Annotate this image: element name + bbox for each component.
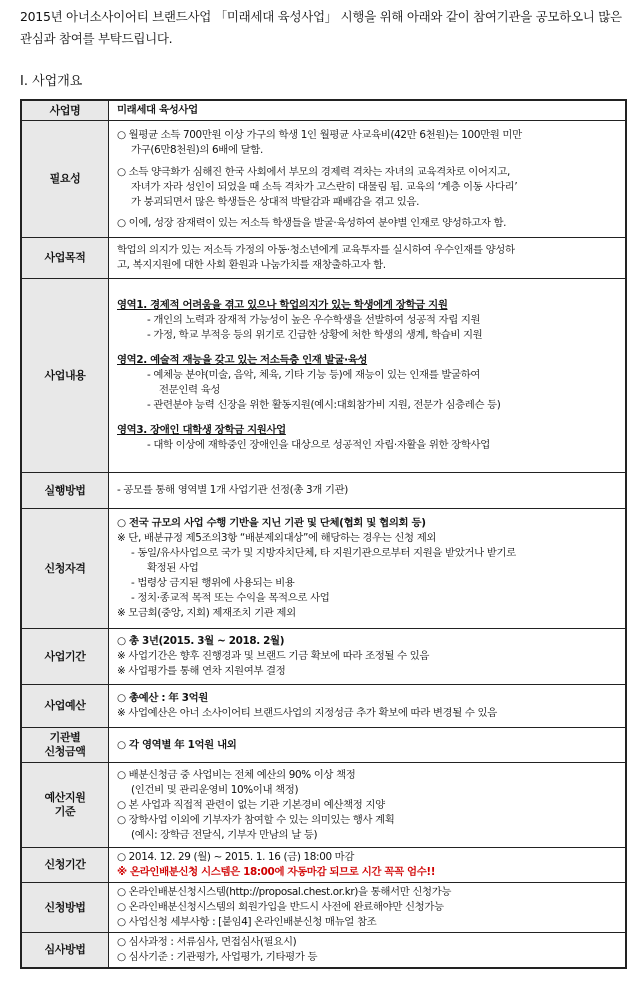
qual-line: 확정된 사업	[147, 562, 199, 574]
area1-line: - 개인의 노력과 잠재적 가능성이 높은 우수학생을 선발하여 성공적 자립 지원	[147, 314, 481, 326]
apply-period-warning: ※ 온라인배분신청 시스템은 18:00에 자동마감 되므로 시간 꼭꼭 엄수!!	[117, 866, 436, 878]
label-budget: 사업예산	[21, 685, 109, 728]
area1-title: 영역1. 경제적 어려움을 겪고 있으나 학업의지가 있는 학생에게 장학금 지원	[117, 299, 448, 311]
area1-line: - 가정, 학교 부적응 등의 위기로 긴급한 상황에 처한 학생의 생계, 학습비 지원	[147, 329, 483, 341]
period-line: ※ 사업기간은 향후 진행경과 및 브랜드 기금 확보에 따라 조정될 수 있음	[117, 650, 430, 662]
row-review	[21, 933, 626, 969]
row-criteria	[21, 763, 626, 848]
need-line: 가 붕괴되면서 많은 학생들은 상대적 박탈감과 패배감을 겪고 있음.	[131, 195, 420, 208]
apply-period-line: ○ 2014. 12. 29 (월) ~ 2015. 1. 16 (금) 18:00 마감	[117, 851, 355, 863]
label-content: 사업내용	[21, 279, 109, 473]
criteria-line: ○ 본 사업과 직접적 관련이 없는 기관 기본경비 예산책정 지양	[117, 798, 385, 811]
need-line: ○ 이에, 성장 잠재력이 있는 저소득 학생들을 발굴·육성하여 분야별 인재로 양성하고자 함.	[117, 216, 507, 229]
purpose-line: 학업의 의지가 있는 저소득 가정의 아동·청소년에게 교육투자를 실시하여 우수인재를 양성하	[117, 244, 515, 256]
row-content	[21, 279, 626, 473]
budget-line: ○ 총예산 : 年 3억원	[117, 692, 208, 704]
row-amount	[21, 728, 626, 763]
intro-paragraph: 2015년 아너소사이어티 브랜드사업 「미래세대 육성사업」 시행을 위해 아래와 같이 참여기관을 공모하오니 많은 관심과 참여를 부탁드립니다.	[20, 9, 622, 46]
criteria-line: ○ 장학사업 이외에 기부자가 참여할 수 있는 의미있는 행사 계획	[117, 813, 395, 826]
row-need	[21, 121, 626, 238]
label-need: 필요성	[21, 121, 109, 238]
row-apply-period	[21, 848, 626, 883]
value-name: 미래세대 육성사업	[109, 100, 627, 121]
label-method: 실행방법	[21, 473, 109, 509]
area2-line: - 예체능 분야(미술, 음악, 체육, 기타 기능 등)에 재능이 있는 인재를 발굴하여	[147, 369, 481, 381]
label-amount	[21, 728, 109, 763]
need-line: ○ 소득 양극화가 심해진 한국 사회에서 부모의 경제력 격차는 자녀의 교육격차로 이어지고,	[117, 165, 510, 178]
need-line: 가구(6만8천원)의 6배에 달함.	[131, 143, 263, 156]
label-amount-line2: 신청금액	[44, 745, 86, 758]
criteria-line: ○ 배분신청금 중 사업비는 전체 예산의 90% 이상 책정	[117, 768, 356, 781]
label-criteria-line2: 기준	[54, 805, 76, 818]
area3-line: - 대학 이상에 재학중인 장애인을 대상으로 성공적인 자립·자활을 위한 장학사업	[147, 439, 490, 451]
area2-line: - 관련분야 능력 신장을 위한 활동지원(예시:대회참가비 지원, 전문가 심층레슨 등)	[147, 399, 501, 411]
area2-line: 전문인력 육성	[159, 384, 221, 396]
purpose-line: 고, 복지지원에 대한 사회 환원과 나눔가치를 재창출하고자 함.	[117, 259, 386, 271]
need-line: 자녀가 자라 성인이 되었을 때 소득 격차가 고스란히 대물림 됨. 교육의 ‘계층 이동 사다리’	[131, 180, 518, 193]
qual-line: ※ 모금회(중앙, 지회) 제재조치 기관 제외	[117, 607, 296, 619]
criteria-line: (예시: 장학금 전달식, 기부자 만남의 날 등)	[131, 828, 318, 841]
apply-method-line: ○ 온라인배분신청시스템의 회원가입을 반드시 사전에 완료해야만 신청가능	[117, 901, 444, 913]
qual-line: ※ 단, 배분규정 제5조의3항 “배분제외대상”에 해당하는 경우는 신청 제외	[117, 532, 437, 544]
value-period	[109, 629, 627, 685]
row-qualification	[21, 509, 626, 629]
value-apply-method	[109, 883, 627, 933]
value-criteria	[109, 763, 627, 848]
label-qualification: 신청자격	[21, 509, 109, 629]
value-content	[109, 279, 627, 473]
value-amount: ○ 각 영역별 年 1억원 내외	[109, 728, 627, 763]
overview-table	[20, 99, 627, 969]
value-method: - 공모를 통해 영역별 1개 사업기관 선정(총 3개 기관)	[109, 473, 627, 509]
row-method	[21, 473, 626, 509]
review-line: ○ 심사과정 : 서류심사, 면접심사(필요시)	[117, 936, 297, 948]
value-purpose	[109, 238, 627, 279]
period-line: ○ 총 3년(2015. 3월 ~ 2018. 2월)	[117, 635, 285, 647]
period-line: ※ 사업평가를 통해 연차 지원여부 결정	[117, 665, 286, 677]
label-apply-period: 신청기간	[21, 848, 109, 883]
need-line: ○ 월평균 소득 700만원 이상 가구의 학생 1인 월평균 사교육비(42만 6천원)는 100만원 미만	[117, 128, 522, 141]
criteria-line: (인건비 및 관리운영비 10%이내 책정)	[131, 783, 299, 796]
label-period: 사업기간	[21, 629, 109, 685]
qual-line: ○ 전국 규모의 사업 수행 기반을 지닌 기관 및 단체(협회 및 협의회 등)	[117, 517, 426, 529]
row-purpose	[21, 238, 626, 279]
value-apply-period	[109, 848, 627, 883]
value-review	[109, 933, 627, 969]
qual-line: - 정치·종교적 목적 또는 수익을 목적으로 사업	[131, 592, 330, 604]
qual-line: - 동일/유사사업으로 국가 및 지방자치단체, 타 지원기관으로부터 지원을 받았거나 받기로	[131, 547, 516, 559]
label-criteria	[21, 763, 109, 848]
apply-method-line: ○ 온라인배분신청시스템(http://proposal.chest.or.kr)을 통해서만 신청가능	[117, 886, 452, 898]
budget-line: ※ 사업예산은 아너 소사이어티 브랜드사업의 지정성금 추가 확보에 따라 변경될 수 있음	[117, 707, 497, 719]
label-name: 사업명	[21, 100, 109, 121]
area2-title: 영역2. 예술적 재능을 갖고 있는 저소득층 인재 발굴·육성	[117, 354, 368, 366]
label-review: 심사방법	[21, 933, 109, 969]
row-period	[21, 629, 626, 685]
value-qualification	[109, 509, 627, 629]
qual-line: - 법령상 금지된 행위에 사용되는 비용	[131, 577, 295, 589]
label-apply-method: 신청방법	[21, 883, 109, 933]
area3-title: 영역3. 장애인 대학생 장학금 지원사업	[117, 424, 286, 436]
label-amount-line1: 기관별	[49, 731, 81, 744]
apply-method-line: ○ 사업신청 세부사항 : [붙임4] 온라인배분신청 매뉴얼 참조	[117, 916, 377, 928]
row-name	[21, 100, 626, 121]
value-budget	[109, 685, 627, 728]
label-purpose: 사업목적	[21, 238, 109, 279]
row-budget	[21, 685, 626, 728]
value-need	[109, 121, 627, 238]
review-line: ○ 심사기준 : 기관평가, 사업평가, 기타평가 등	[117, 951, 318, 963]
section-title: Ⅰ. 사업개요	[20, 74, 83, 89]
label-criteria-line1: 예산지원	[44, 791, 86, 804]
row-apply-method	[21, 883, 626, 933]
